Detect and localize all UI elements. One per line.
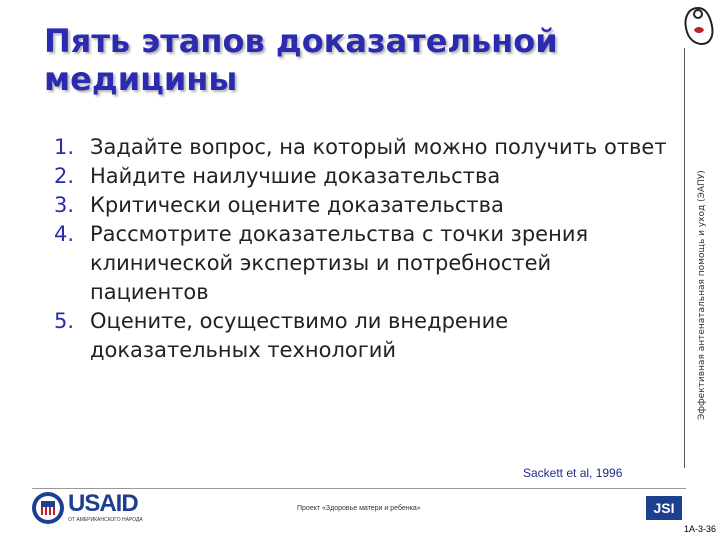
step-text: Рассмотрите доказательства с точки зрения клинической экспертизы и потребностей пациентов	[90, 222, 589, 304]
list-item	[54, 133, 674, 162]
step-text: Критически оцените доказательства	[90, 193, 504, 217]
list-item	[54, 162, 674, 191]
step-text: Задайте вопрос, на который можно получить ответ	[90, 135, 667, 159]
step-text: Найдите наилучшие доказательства	[90, 164, 501, 188]
usaid-logo-text: USAID	[68, 490, 138, 517]
citation: Sackett et al, 1996	[523, 466, 623, 480]
jsi-logo-text: JSI	[653, 500, 675, 516]
steps-list	[54, 133, 674, 365]
list-item	[54, 307, 674, 365]
slide-number: 1A-3-36	[684, 524, 717, 534]
usaid-tagline: ОТ АМЕРИКАНСКОГО НАРОДА	[68, 517, 143, 523]
step-number: 3.	[54, 193, 75, 217]
step-number: 2.	[54, 164, 75, 188]
project-name: Проект «Здоровье матери и ребенка»	[297, 505, 421, 512]
usaid-seal-icon	[30, 490, 66, 526]
step-number: 1.	[54, 135, 75, 159]
step-number: 5.	[54, 309, 75, 333]
side-divider	[684, 48, 685, 468]
jsi-logo-icon	[646, 496, 682, 520]
step-text: Оцените, осуществимо ли внедрение доказательных технологий	[90, 309, 509, 362]
step-number: 4.	[54, 222, 75, 246]
slide-title: Пять этапов доказательной медицины	[44, 22, 558, 98]
list-item	[54, 191, 674, 220]
side-caption: Эффективная антенатальная помощь и уход (ЭАПУ)	[697, 170, 707, 420]
footer-divider	[32, 488, 686, 489]
list-item	[54, 220, 674, 307]
mother-child-logo-icon	[678, 4, 718, 48]
